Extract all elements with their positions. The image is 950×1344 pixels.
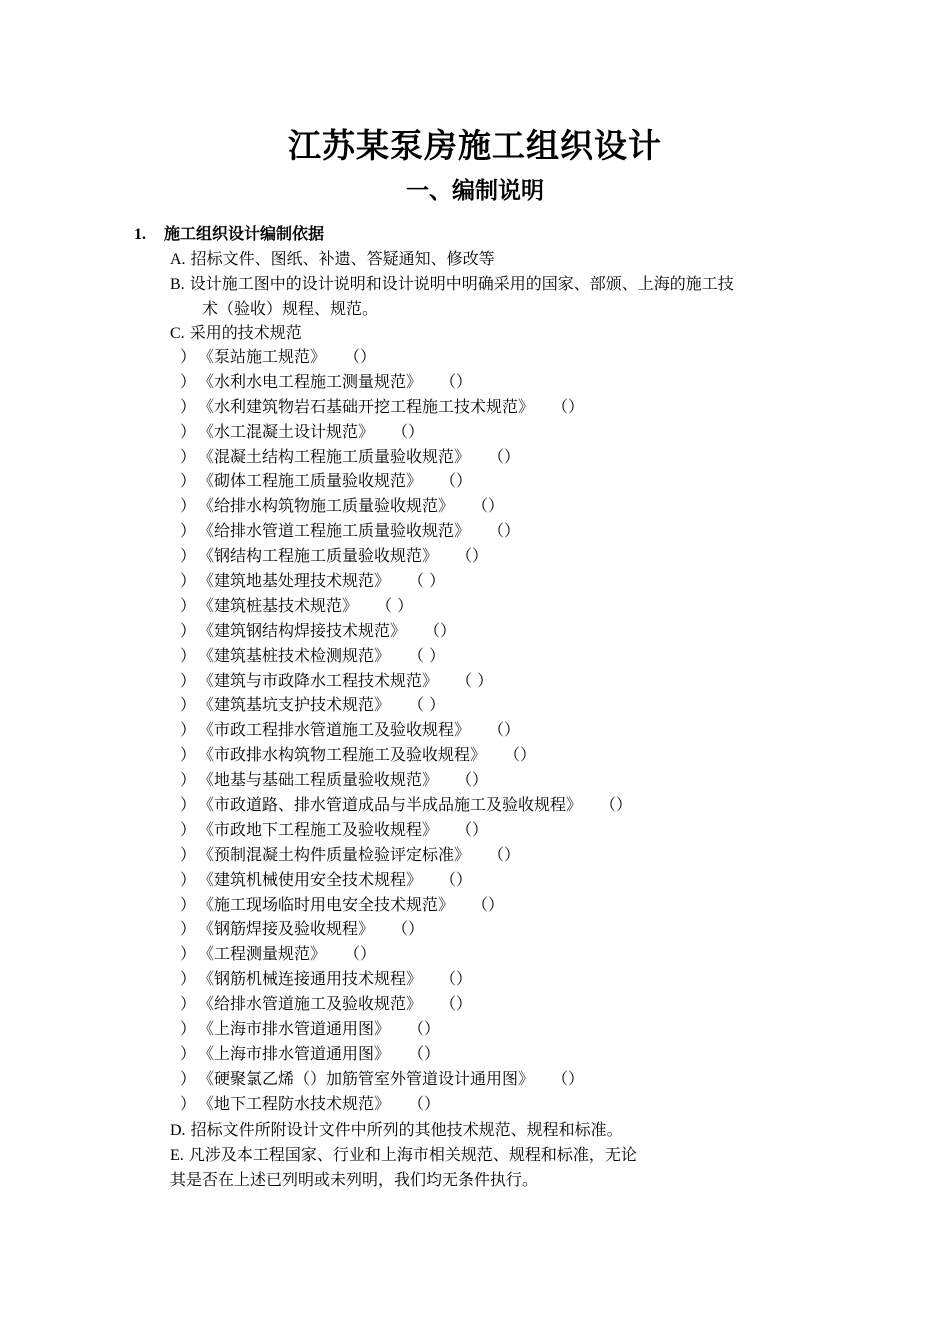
item-e-text-line2: 其是否在上述已列明或未列明，我们均无条件执行。	[170, 1170, 539, 1189]
spec-code: （）	[424, 620, 457, 640]
spec-prefix: ）	[180, 969, 197, 989]
spec-prefix: ）	[180, 571, 197, 591]
item-c-label: C.	[170, 325, 185, 342]
spec-prefix: ）	[180, 371, 197, 391]
spec-code: （）	[440, 371, 473, 391]
spec-prefix: ）	[180, 919, 197, 939]
spec-list-item	[180, 469, 632, 494]
spec-code: （）	[504, 745, 537, 765]
spec-list-item	[180, 594, 632, 619]
spec-list-item	[180, 818, 632, 843]
item-b-continuation	[202, 296, 378, 321]
spec-prefix: ）	[180, 894, 197, 914]
spec-name: 《建筑基桩技术检测规范》	[198, 645, 391, 665]
spec-code: （）	[488, 720, 521, 740]
spec-list-item	[180, 544, 632, 569]
spec-name: 《混凝土结构工程施工质量验收规范》	[198, 446, 471, 466]
spec-name: 《市政排水构筑物工程施工及验收规程》	[198, 745, 487, 765]
spec-prefix: ）	[180, 620, 197, 640]
spec-list-item	[180, 445, 632, 470]
spec-list-item	[180, 693, 632, 718]
spec-name: 《泵站施工规范》	[198, 347, 327, 366]
spec-name: 《上海市排水管道通用图》	[198, 1019, 391, 1039]
spec-list-item	[180, 942, 632, 967]
section-title: 一、编制说明	[406, 177, 544, 204]
spec-list-item	[180, 843, 632, 868]
item-d-label: D.	[170, 1122, 186, 1139]
spec-list-item	[180, 494, 632, 519]
spec-code: （ ）	[456, 670, 494, 690]
spec-code: （）	[456, 546, 489, 566]
spec-name: 《地下工程防水技术规范》	[198, 1093, 391, 1113]
spec-name: 《水利建筑物岩石基础开挖工程施工技术规范》	[198, 396, 535, 416]
item-c	[170, 320, 302, 346]
spec-prefix: ）	[180, 396, 197, 416]
item-d-text: 招标文件所附设计文件中所列的其他技术规范、规程和标准。	[190, 1120, 623, 1139]
spec-list-item	[180, 967, 632, 992]
spec-name: 《建筑地基处理技术规范》	[198, 571, 391, 591]
spec-name: 《硬聚氯乙烯（）加筋管室外管道设计通用图》	[198, 1068, 535, 1088]
spec-prefix: ）	[180, 546, 197, 566]
spec-prefix: ）	[180, 1043, 197, 1063]
spec-name: 《工程测量规范》	[198, 944, 327, 964]
spec-prefix: ）	[180, 1093, 197, 1113]
document-title: 江苏某泵房施工组织设计	[288, 126, 662, 165]
spec-list-item	[180, 619, 632, 644]
spec-name: 《施工现场临时用电安全技术规范》	[198, 894, 455, 914]
spec-name: 《钢筋机械连接通用技术规程》	[198, 969, 423, 989]
spec-list-item	[180, 1092, 632, 1117]
spec-prefix: ）	[180, 645, 197, 665]
subsection-number: 1.	[134, 226, 146, 243]
spec-name: 《建筑机械使用安全技术规程》	[198, 869, 423, 889]
item-a-text: 招标文件、图纸、补遗、答疑通知、修改等	[190, 249, 495, 268]
spec-code: （）	[344, 944, 377, 964]
spec-code: （）	[472, 496, 505, 516]
spec-prefix: ）	[180, 795, 197, 815]
spec-list-item	[180, 1067, 632, 1092]
spec-code: （）	[456, 819, 489, 839]
item-e-label: E.	[170, 1147, 184, 1164]
spec-prefix: ）	[180, 446, 197, 466]
spec-name: 《建筑基坑支护技术规范》	[198, 695, 391, 715]
spec-prefix: ）	[180, 595, 197, 615]
item-e-text-line1: 凡涉及本工程国家、行业和上海市相关规范、规程和标准，无论	[188, 1145, 637, 1164]
spec-name: 《地基与基础工程质量验收规范》	[198, 770, 439, 790]
spec-list-item	[180, 644, 632, 669]
spec-list-item	[180, 370, 632, 395]
spec-name: 《市政地下工程施工及验收规程》	[198, 819, 439, 839]
spec-prefix: ）	[180, 347, 197, 366]
spec-prefix: ）	[180, 670, 197, 690]
spec-code: （）	[408, 1093, 441, 1113]
spec-prefix: ）	[180, 819, 197, 839]
spec-name: 《钢结构工程施工质量验收规范》	[198, 546, 439, 566]
item-c-text: 采用的技术规范	[189, 323, 302, 342]
spec-list-item	[180, 1042, 632, 1067]
spec-code: （）	[440, 994, 473, 1014]
spec-code: （）	[408, 1043, 441, 1063]
spec-prefix: ）	[180, 1019, 197, 1039]
spec-code: （）	[600, 795, 633, 815]
spec-prefix: ）	[180, 770, 197, 790]
spec-code: （ ）	[408, 695, 446, 715]
spec-list-item	[180, 868, 632, 893]
spec-name: 《市政道路、排水管道成品与半成品施工及验收规程》	[198, 795, 583, 815]
spec-name: 《预制混凝土构件质量检验评定标准》	[198, 844, 471, 864]
spec-list-item	[180, 420, 632, 445]
item-b-text-line1: 设计施工图中的设计说明和设计说明中明确采用的国家、部颁、上海的施工技	[189, 274, 734, 293]
item-a-label: A.	[170, 251, 186, 268]
spec-list-item	[180, 1017, 632, 1042]
spec-name: 《建筑桩基技术规范》	[198, 595, 359, 615]
spec-list-item	[180, 519, 632, 544]
spec-name: 《给排水管道工程施工质量验收规范》	[198, 521, 471, 541]
spec-prefix: ）	[180, 745, 197, 765]
spec-code: （）	[408, 1019, 441, 1039]
spec-list-item	[180, 669, 632, 694]
spec-code: （）	[488, 844, 521, 864]
spec-list-item	[180, 395, 632, 420]
subsection-heading-text: 施工组织设计编制依据	[164, 224, 325, 243]
spec-list-item	[180, 893, 632, 918]
spec-prefix: ）	[180, 720, 197, 740]
spec-name: 《建筑钢结构焊接技术规范》	[198, 620, 407, 640]
spec-code: （ ）	[408, 571, 446, 591]
spec-name: 《砌体工程施工质量验收规范》	[198, 471, 423, 491]
spec-code: （）	[552, 1068, 585, 1088]
spec-name: 《市政工程排水管道施工及验收规程》	[198, 720, 471, 740]
item-d	[170, 1117, 623, 1143]
item-a	[170, 246, 495, 272]
spec-code: （）	[344, 347, 377, 366]
spec-list-item	[180, 793, 632, 818]
item-e	[170, 1142, 637, 1168]
item-b	[170, 271, 734, 297]
spec-list-item	[180, 768, 632, 793]
spec-code: （）	[488, 446, 521, 466]
item-e-continuation	[170, 1167, 538, 1192]
spec-prefix: ）	[180, 471, 197, 491]
spec-prefix: ）	[180, 496, 197, 516]
spec-list-item	[180, 992, 632, 1017]
spec-code: （）	[440, 869, 473, 889]
spec-list-item	[180, 569, 632, 594]
spec-list-item	[180, 917, 632, 942]
spec-code: （ ）	[376, 595, 414, 615]
spec-list-item	[180, 345, 632, 370]
spec-prefix: ）	[180, 1068, 197, 1088]
spec-list	[180, 345, 632, 1117]
spec-prefix: ）	[180, 844, 197, 864]
spec-name: 《给排水构筑物施工质量验收规范》	[198, 496, 455, 516]
spec-name: 《建筑与市政降水工程技术规范》	[198, 670, 439, 690]
spec-prefix: ）	[180, 944, 197, 964]
spec-name: 《水利水电工程施工测量规范》	[198, 371, 423, 391]
spec-list-item	[180, 743, 632, 768]
spec-code: （）	[392, 919, 425, 939]
spec-name: 《钢筋焊接及验收规程》	[198, 919, 375, 939]
spec-list-item	[180, 718, 632, 743]
spec-code: （）	[392, 421, 425, 441]
spec-prefix: ）	[180, 869, 197, 889]
item-b-label: B.	[170, 276, 185, 293]
spec-code: （ ）	[408, 645, 446, 665]
spec-code: （）	[440, 471, 473, 491]
spec-prefix: ）	[180, 421, 197, 441]
spec-code: （）	[440, 969, 473, 989]
spec-code: （）	[472, 894, 505, 914]
spec-code: （）	[456, 770, 489, 790]
spec-code: （）	[488, 521, 521, 541]
spec-code: （）	[552, 396, 585, 416]
spec-prefix: ）	[180, 994, 197, 1014]
subsection-heading	[134, 221, 324, 248]
item-b-text-line2: 术（验收）规程、规范。	[202, 299, 379, 318]
spec-prefix: ）	[180, 695, 197, 715]
spec-prefix: ）	[180, 521, 197, 541]
spec-name: 《水工混凝土设计规范》	[198, 421, 375, 441]
spec-name: 《给排水管道施工及验收规范》	[198, 994, 423, 1014]
spec-name: 《上海市排水管道通用图》	[198, 1043, 391, 1063]
